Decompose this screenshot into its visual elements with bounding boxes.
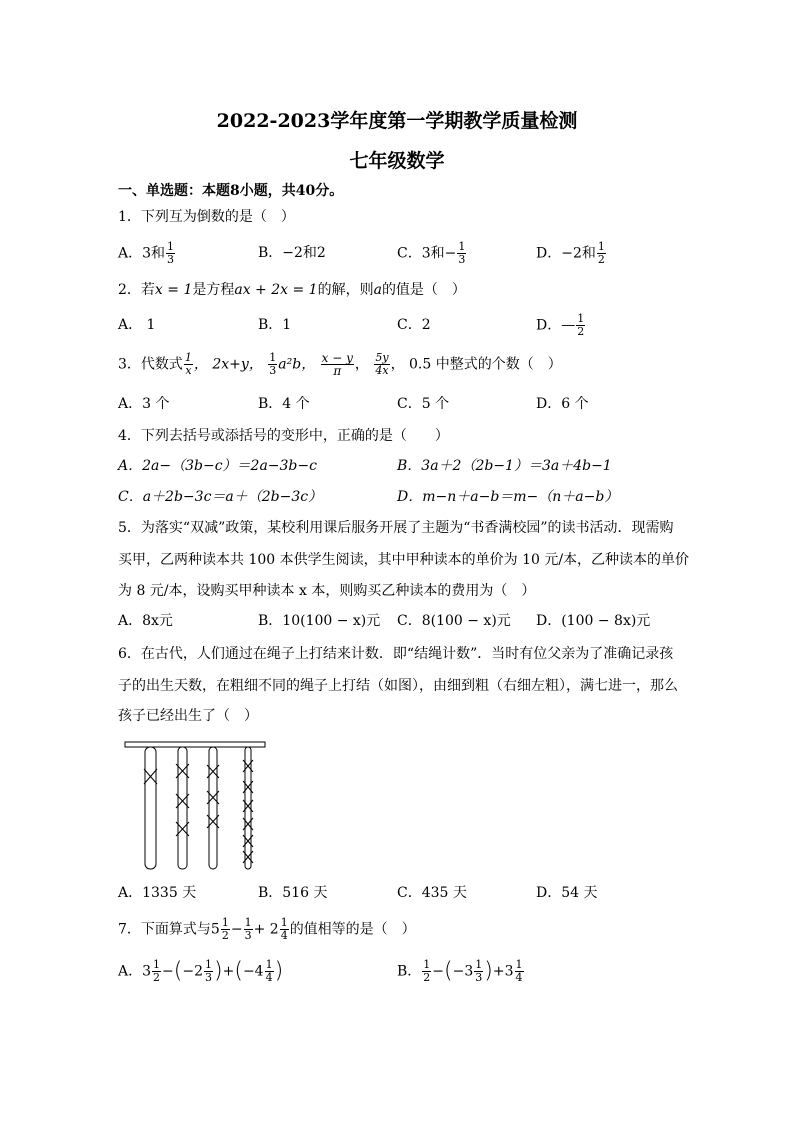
q7-option-a: A．3 $\frac{1}{2}$ −(−2 $\frac{1}{3}$ )+(−4 $\frac{1}{4}$ ) [118, 958, 284, 984]
q4-stem: 4．下列去括号或添括号的变形中，正确的是（ ） [118, 428, 449, 444]
q5-line-1: 5．为落实“双减”政策，某校利用课后服务开展了主题为“书香满校园”的读书活动．现需购 [118, 520, 674, 536]
exam-title: 2022-2023学年度第一学期教学质量检测 [216, 110, 578, 132]
q6-line-3: 孩子已经出生了（ ） [118, 708, 258, 724]
q7-stem: 7．下面算式与5 $\frac{1}{2}$ − $\frac{1}{3}$ + 2 $\frac{1}{4}$ 的值相等的是（ ） [118, 916, 416, 942]
q2-option-b: B．1 [258, 317, 292, 333]
q2-option-c: C．2 [397, 317, 431, 333]
q1-stem: 1．下列互为倒数的是（ ） [118, 209, 295, 225]
q2-stem: 2．若x = 1是方程ax + 2x = 1的解，则a的值是（ ） [118, 282, 466, 298]
q5-option-c: C．8(100 − x)元 [397, 613, 511, 629]
q6-option-c: C．435 天 [397, 885, 467, 901]
q3-option-a: A．3 个 [118, 396, 170, 412]
q6-option-b: B．516 天 [258, 885, 328, 901]
q6-line-1: 6．在古代，人们通过在绳子上打结来计数．即“结绳计数”．当时有位父亲为了准确记录孩 [118, 646, 674, 662]
q3-stem: 3．代数式 $\frac{1}{x}$ ， 2x+y， $\frac{1}{3}$ a²b， $\frac{x - y}{\pi}$ ， $\frac{5y}{4x}$ ， 0.5 中整式的个数（ ） [118, 351, 562, 378]
q3-option-c: C．5 个 [397, 396, 450, 412]
q2-option-a: A． 1 [118, 317, 156, 333]
q2-option-d: D．— $\frac{1}{2}$ [536, 312, 585, 338]
q6-line-2: 子的出生天数，在粗细不同的绳子上打结（如图），由细到粗（右细左粗），满七进一，那么 [118, 678, 678, 694]
q6-option-d: D．54 天 [536, 885, 598, 901]
q6-option-a: A．1335 天 [118, 885, 197, 901]
q1-option-d: D．−2和 $\frac{1}{2}$ [536, 240, 605, 266]
q7-option-b: B． $\frac{1}{2}$ −(−3 $\frac{1}{3}$ )+3 $\frac{1}{4}$ [397, 958, 523, 984]
q1-option-a: A．3和 $\frac{1}{3}$ [118, 240, 175, 266]
q5-option-b: B．10(100 − x)元 [258, 613, 381, 629]
q4-option-c: C．a＋2b−3c＝a＋（2b−3c） [118, 489, 323, 505]
q5-line-2: 买甲，乙两种读本共 100 本供学生阅读，其中甲种读本的单价为 10 元/本，乙种读本的单价 [118, 552, 690, 568]
q5-line-3: 为 8 元/本，设购买甲种读本 x 本，则购买乙种读本的费用为（ ） [118, 583, 536, 599]
q3-option-b: B．4 个 [258, 396, 310, 412]
section-heading: 一、单选题：本题8小题，共40分。 [118, 183, 344, 199]
q5-option-a: A．8x元 [118, 613, 173, 629]
knotted-rope-figure [120, 738, 270, 873]
q3-option-d: D．6 个 [536, 396, 589, 412]
exam-subtitle: 七年级数学 [349, 150, 445, 172]
q1-option-c: C．3和− $\frac{1}{3}$ [397, 240, 466, 266]
q4-option-a: A．2a−（3b−c）＝2a−3b−c [118, 458, 317, 474]
q1-option-b: B．−2和2 [258, 245, 326, 261]
q4-option-d: D．m−n＋a−b＝m−（n＋a−b） [397, 489, 619, 505]
q5-option-d: D．(100 − 8x)元 [536, 613, 651, 629]
q4-option-b: B．3a＋2（2b−1）＝3a＋4b−1 [397, 458, 612, 474]
